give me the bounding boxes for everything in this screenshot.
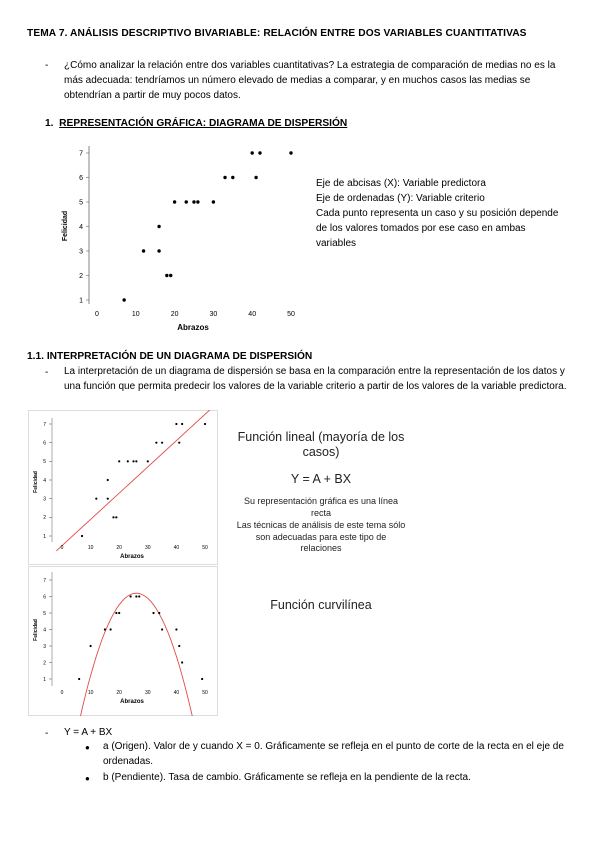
chart2-yticks	[43, 422, 52, 540]
x-tick-label: 40	[173, 545, 180, 551]
data-point	[81, 535, 83, 537]
data-point	[130, 595, 132, 597]
data-point	[204, 423, 206, 425]
chart2-xlabel: Abrazos	[120, 554, 144, 560]
scatter-notes	[316, 176, 561, 251]
data-point	[142, 249, 145, 252]
data-point	[155, 442, 157, 444]
chart3-ylabel: Felicidad	[33, 619, 39, 641]
data-point	[178, 442, 180, 444]
x-tick-label: 10	[131, 311, 140, 318]
data-point	[112, 516, 114, 518]
list-dash: -	[45, 367, 49, 378]
chart1-xlabel: Abrazos	[177, 323, 209, 332]
x-tick-label: 30	[145, 545, 151, 551]
chart-frame	[29, 411, 218, 565]
note-points: Cada punto representa un caso y su posición depende de los valores tomados por ese caso en ambas variables	[316, 208, 559, 249]
y-tick-label: 4	[79, 223, 83, 231]
data-point	[212, 200, 215, 203]
data-point	[165, 274, 168, 277]
list-dash: -	[45, 728, 49, 739]
x-tick-label: 30	[209, 311, 218, 318]
bullet-icon: ●	[85, 743, 90, 752]
bullet-icon: ●	[85, 774, 90, 783]
y-tick-label: 5	[79, 199, 83, 207]
data-point	[135, 595, 137, 597]
regression-curve	[73, 593, 210, 716]
chart2-points	[81, 423, 206, 537]
data-point	[181, 661, 183, 663]
y-tick-label: 3	[79, 248, 83, 256]
data-point	[90, 645, 92, 647]
x-tick-label: 0	[60, 545, 64, 551]
data-point	[192, 200, 195, 203]
data-point	[118, 612, 120, 614]
section-1-1-text: La interpretación de un diagrama de dispersión se basa en la comparación entre la representación de los datos y una función que permita predecir los valores de la variable criterio a partir de los valores de la variable predictora.	[64, 366, 567, 392]
chart1-yticks	[79, 150, 89, 304]
formula-item: Y = A + BX	[64, 727, 113, 738]
regression-line	[56, 410, 210, 551]
chart3-xlabel: Abrazos	[120, 699, 144, 705]
data-point	[169, 274, 172, 277]
data-point	[132, 460, 134, 462]
data-point	[110, 628, 112, 630]
data-point	[118, 460, 120, 462]
data-point	[173, 200, 176, 203]
note-y-axis: Eje de ordenadas (Y): Variable criterio	[316, 193, 485, 204]
x-tick-label: 0	[95, 311, 99, 318]
chart3-yticks	[43, 578, 52, 683]
y-tick-label: 4	[43, 477, 46, 484]
bullet-slope: b (Pendiente). Tasa de cambio. Gráficamente se refleja en la pendiente de la recta.	[103, 772, 471, 783]
x-tick-label: 20	[170, 311, 179, 318]
data-point	[251, 151, 254, 154]
data-point	[127, 460, 129, 462]
data-point	[107, 479, 109, 481]
x-tick-label: 20	[116, 545, 122, 551]
chart3-fit	[73, 593, 210, 716]
y-tick-label: 7	[79, 150, 83, 158]
x-tick-label: 10	[87, 545, 94, 551]
data-point	[152, 612, 154, 614]
y-tick-label: 1	[79, 297, 83, 305]
y-tick-label: 4	[43, 627, 46, 634]
document-title: TEMA 7. ANÁLISIS DESCRIPTIVO BIVARIABLE: RELACIÓN ENTRE DOS VARIABLES CUANTITATIVAS	[27, 28, 527, 39]
data-point	[104, 628, 106, 630]
section-1-heading	[45, 118, 347, 129]
y-tick-label: 3	[43, 643, 46, 650]
x-tick-label: 40	[248, 311, 257, 318]
y-tick-label: 7	[43, 577, 46, 584]
data-point	[107, 498, 109, 500]
chart2-xticks	[61, 545, 208, 551]
x-tick-label: 0	[60, 690, 64, 696]
y-tick-label: 3	[43, 496, 46, 503]
y-tick-label: 2	[43, 660, 46, 667]
data-point	[175, 628, 177, 630]
data-point	[157, 225, 160, 228]
x-tick-label: 50	[202, 690, 208, 696]
curvilinear-title: Función curvilínea	[270, 598, 372, 612]
y-tick-label: 5	[43, 610, 46, 617]
list-dash: -	[45, 60, 49, 71]
note-x-axis: Eje de abcisas (X): Variable predictora	[316, 178, 486, 189]
x-tick-label: 50	[287, 311, 295, 318]
section-1-number: 1.	[45, 118, 54, 129]
data-point	[161, 442, 163, 444]
y-tick-label: 2	[79, 272, 83, 280]
chart-frame	[29, 567, 218, 716]
data-point	[147, 460, 149, 462]
x-tick-label: 30	[145, 690, 151, 696]
bullet-origin: a (Origen). Valor de y cuando X = 0. Gráficamente se refleja en el punto de corte de la recta en el eje de ordenadas.	[103, 741, 564, 767]
data-point	[122, 298, 125, 301]
data-point	[231, 176, 234, 179]
section-1-1-heading: 1.1. INTERPRETACIÓN DE UN DIAGRAMA DE DISPERSIÓN	[27, 351, 313, 362]
chart1-ylabel: Felicidad	[62, 210, 69, 242]
data-point	[161, 628, 163, 630]
linear-formula: Y = A + BX	[290, 472, 352, 486]
y-tick-label: 1	[43, 676, 46, 683]
chart1-xticks	[95, 311, 295, 318]
linear-note-2: Las técnicas de análisis de este tema sólo son adecuadas para este tipo de relaciones	[236, 520, 406, 553]
x-tick-label: 20	[116, 690, 122, 696]
data-point	[158, 612, 160, 614]
linear-note-1: Su representación gráfica es una línea recta	[243, 496, 399, 518]
x-tick-label: 40	[173, 690, 180, 696]
data-point	[175, 423, 177, 425]
data-point	[78, 678, 80, 680]
data-point	[135, 460, 137, 462]
chart1-points	[122, 151, 292, 301]
chart3-points	[78, 595, 203, 680]
scatter-chart-curvilinear	[28, 566, 218, 716]
data-point	[115, 612, 117, 614]
data-point	[138, 595, 140, 597]
data-point	[185, 200, 188, 203]
y-tick-label: 6	[79, 174, 83, 182]
linear-title: Función lineal (mayoría de los casos)	[237, 430, 405, 459]
x-tick-label: 10	[87, 690, 94, 696]
data-point	[196, 200, 199, 203]
y-tick-label: 7	[43, 421, 46, 428]
chart2-ylabel: Felicidad	[33, 471, 39, 493]
chart2-fit	[56, 410, 210, 551]
y-tick-label: 5	[43, 459, 46, 466]
data-point	[115, 516, 117, 518]
scatter-chart-1	[55, 140, 305, 340]
data-point	[289, 151, 292, 154]
x-tick-label: 50	[202, 545, 208, 551]
data-point	[254, 176, 257, 179]
section-1-title: REPRESENTACIÓN GRÁFICA: DIAGRAMA DE DISPERSIÓN	[59, 118, 348, 129]
scatter-chart-linear	[28, 410, 218, 565]
data-point	[95, 498, 97, 500]
data-point	[181, 423, 183, 425]
y-tick-label: 2	[43, 515, 46, 522]
data-point	[258, 151, 261, 154]
y-tick-label: 6	[43, 594, 46, 601]
y-tick-label: 1	[43, 533, 46, 540]
data-point	[201, 678, 203, 680]
data-point	[178, 645, 180, 647]
intro-paragraph: ¿Cómo analizar la relación entre dos variables cuantitativas? La estrategia de comparación de medias no es la más adecuada: tendríamos un número elevado de medias a comparar, y en muchos casos las medias se obtendrían a partir de muy pocos datos.	[64, 60, 556, 101]
data-point	[157, 249, 160, 252]
data-point	[223, 176, 226, 179]
y-tick-label: 6	[43, 440, 46, 447]
